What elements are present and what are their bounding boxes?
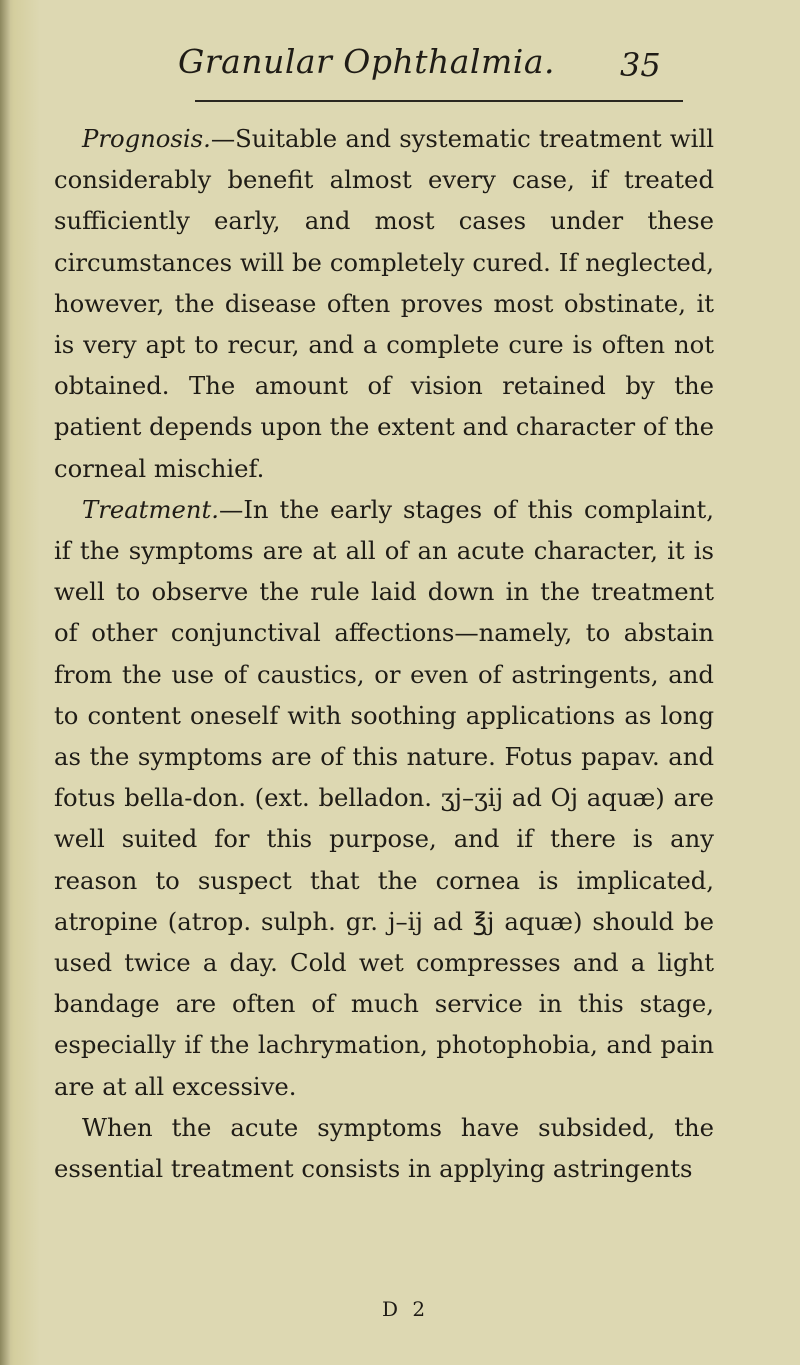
body-text	[54, 118, 714, 1189]
paragraph-lead: Treatment.	[82, 494, 220, 524]
binding-shadow	[0, 0, 10, 1365]
paragraph-subsided	[54, 1107, 714, 1189]
signature-mark: D 2	[382, 1297, 430, 1321]
paragraph-lead: Prognosis.	[82, 124, 211, 153]
paragraph-text: —Suitable and systematic treatment will considerably benefit almost every case, if treated sufficiently early, and most cases under these circumstances will be completely cured. If neglected, however, the disease often proves most obstinate, it is very apt to recur, and a complete cure is often not obtained. The amount of vision retained by the patient depends upon the extent and character of the corneal mischief.	[54, 124, 714, 483]
paragraph-treatment	[54, 489, 714, 1107]
header-rule	[195, 100, 683, 102]
paragraph-text: When the acute symptoms have subsided, the essential treatment consists in applying astringents	[54, 1112, 714, 1184]
paragraph-text: —In the early stages of this complaint, if the symptoms are at all of an acute character, it is well to observe the rule laid down in the treatment of other conjunctival affections—namely, to abstain from the use of caustics, or even of astringents, and to content oneself with soothing applications as long as the symptoms are of this nature. Fotus papav. and fotus bella-don. (ext. belladon. ʒj–ʒij ad Oj aquæ) are well suited for this purpose, and if there is any reason to suspect that the cornea is implicated, atropine (atrop. sulph. gr. j–ij ad ℥j aquæ) should be used twice a day. Cold wet compresses and a light bandage are often of much service in this stage, especially if the lachrymation, photophobia, and pain are at all excessive.	[54, 494, 714, 1101]
running-title: Granular Ophthalmia.	[178, 42, 555, 81]
running-head	[0, 42, 800, 92]
paragraph-prognosis	[54, 118, 714, 489]
page-number: 35	[620, 46, 661, 84]
